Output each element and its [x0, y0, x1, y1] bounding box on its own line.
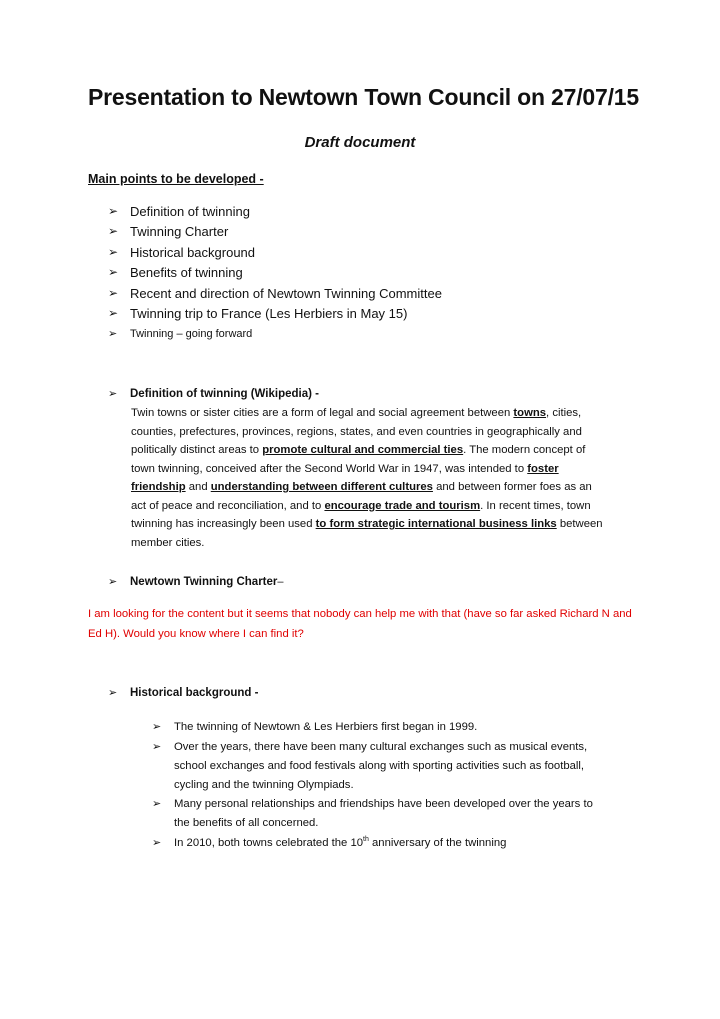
definition-paragraph — [131, 404, 636, 552]
keyword-trade-tourism: encourage trade and tourism — [324, 499, 481, 512]
arrow-bullet-icon: ➢ — [108, 245, 119, 259]
charter-heading: Newtown Twinning Charter — [130, 576, 278, 588]
definition-line: member cities. — [131, 536, 205, 549]
document-subtitle: Draft document — [304, 134, 416, 151]
list-item-line: In 2010, both towns celebrated the 10th anniversary of the twinning — [174, 836, 507, 849]
definition-line: counties, prefectures, provinces, regions, states, and even countries in geographically and — [131, 425, 582, 438]
definition-line: twinning has increasingly been used to form strategic international business links between — [131, 518, 603, 530]
list-item-label: Recent and direction of Newtown Twinning Committee — [130, 286, 442, 301]
arrow-bullet-icon: ➢ — [108, 286, 119, 300]
list-item — [152, 834, 642, 853]
definition-line: act of peace and reconciliation, and to encourage trade and tourism. In recent times, town — [131, 499, 591, 512]
keyword-towns: towns — [513, 407, 547, 419]
arrow-bullet-icon: ➢ — [108, 328, 118, 340]
definition-line: Twin towns or sister cities are a form of legal and social agreement between towns, cities, — [131, 407, 582, 419]
list-item — [108, 263, 243, 283]
arrow-bullet-icon: ➢ — [108, 388, 118, 400]
keyword-promote-ties: promote cultural and commercial ties — [262, 444, 464, 456]
arrow-bullet-icon: ➢ — [152, 741, 162, 753]
list-item-line: school exchanges and food festivals along with sporting activities such as football, — [174, 760, 585, 772]
list-item — [152, 718, 642, 737]
arrow-bullet-icon: ➢ — [108, 576, 118, 588]
arrow-bullet-icon: ➢ — [108, 306, 119, 320]
charter-note: I am looking for the content but it seems that nobody can help me with that (have so far asked Richard N and Ed H). Would you know where I can find it? — [88, 608, 632, 640]
historical-heading: Historical background - — [130, 687, 259, 699]
list-item — [108, 202, 250, 222]
arrow-bullet-icon: ➢ — [152, 798, 162, 810]
list-item-label: Twinning – going forward — [130, 328, 253, 340]
list-item-line: cycling and the twinning Olympiads. — [174, 779, 354, 791]
definition-heading-row — [108, 386, 319, 403]
list-item-line: Over the years, there have been many cultural exchanges such as musical events, — [174, 741, 588, 753]
keyword-foster: foster — [527, 462, 559, 475]
definition-line: friendship and understanding between different cultures and between former foes as an — [131, 481, 592, 493]
arrow-bullet-icon: ➢ — [152, 837, 162, 849]
list-item-label: Benefits of twinning — [130, 265, 243, 280]
keyword-business-links: to form strategic international business links — [315, 518, 557, 530]
document-title: Presentation to Newtown Town Council on 27/07/15 — [88, 84, 639, 110]
main-points-heading: Main points to be developed - — [88, 172, 264, 186]
list-item — [108, 326, 252, 343]
list-item-label: Historical background — [130, 245, 256, 260]
list-item — [152, 738, 642, 795]
list-item-label: Twinning Charter — [130, 224, 229, 239]
arrow-bullet-icon: ➢ — [108, 224, 119, 238]
list-item — [108, 222, 228, 242]
arrow-bullet-icon: ➢ — [108, 265, 119, 279]
ordinal-suffix: th — [363, 836, 369, 844]
list-item-label: Definition of twinning — [130, 204, 250, 219]
list-item — [108, 304, 407, 324]
keyword-understanding: understanding between different cultures — [210, 481, 433, 493]
arrow-bullet-icon: ➢ — [152, 721, 162, 733]
charter-heading-row — [108, 574, 284, 591]
list-item — [108, 243, 255, 263]
arrow-bullet-icon: ➢ — [108, 204, 119, 218]
keyword-friendship: friendship — [131, 481, 186, 493]
historical-heading-row — [108, 685, 258, 702]
arrow-bullet-icon: ➢ — [108, 687, 118, 699]
charter-dash: – — [277, 576, 284, 588]
definition-line: politically distinct areas to promote cultural and commercial ties. The modern concept of — [131, 444, 586, 456]
list-item — [108, 284, 442, 304]
list-item-label: Twinning trip to France (Les Herbiers in May 15) — [130, 306, 408, 321]
list-item-line: the benefits of all concerned. — [174, 817, 319, 829]
definition-heading: Definition of twinning (Wikipedia) - — [130, 388, 319, 400]
list-item — [152, 795, 642, 833]
definition-line: town twinning, conceived after the Second World War in 1947, was intended to foster — [131, 462, 559, 475]
list-item-line: Many personal relationships and friendships have been developed over the years to — [174, 798, 593, 810]
list-item-line: The twinning of Newtown & Les Herbiers first began in 1999. — [174, 721, 478, 733]
